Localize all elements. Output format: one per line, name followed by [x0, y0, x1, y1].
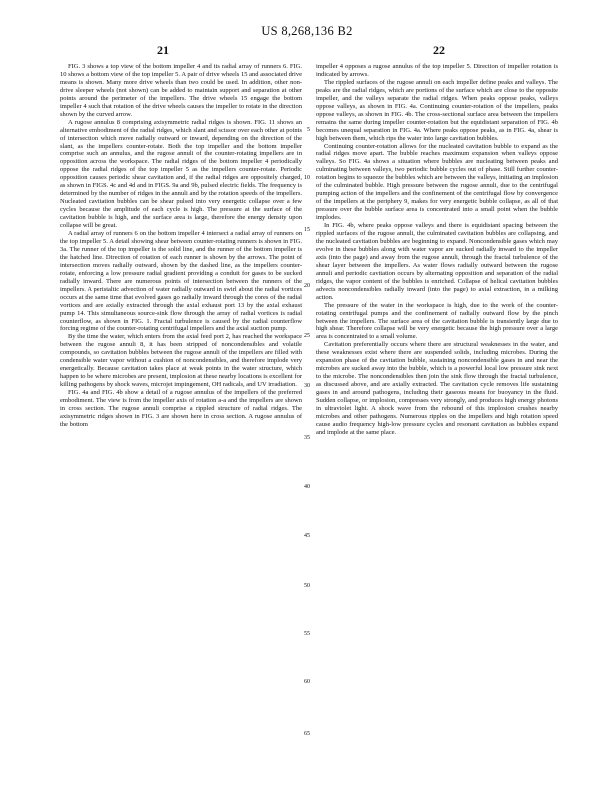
paragraph: The rippled surfaces of the rugose annuli on each impeller define peaks and valleys. The peaks are the radial ridges, which are portions of the surface which are close to the opposite impeller, and the valleys separate the radial ridges. When peaks oppose peaks, valleys oppose valleys, as shown in FIG. 4a. Continuing counter-rotation of the impellers, peaks oppose valleys, as shown in FIG. 4b. The cross-sectional surface area between the impellers remains the same during impeller counter-rotation but the equidistant separation of FIG. 4b becomes unequal separation in FIG. 4a. Where peaks oppose peaks, as in FIG. 4a, shear is high between them, which rips the water into large cavitation bubbles.: [316, 78, 558, 142]
paragraph: A radial array of runners 6 on the bottom impeller 4 intersect a radial array of runners on the top impeller 5. A detail showing shear between counter-rotating runners is shown in FIG. 3a. The runner of the top impeller is the solid line, and the runner of the bottom impeller is the hatched line. Direction of rotation of each runner is shown by the arrows. The point of intersection moves radially outward, shown by the dashed line, as the impellers counter-rotate, enforcing a low pressure radial gradient providing a conduit for gases to be sucked radially inward. There are numerous points of intersection between the runners of the impellers. A peristaltic advection of water radially outward in swirl about the radial vortices occurs at the same time that evolved gases go radially inward through the cores of the radial vortices and are axially extracted through the axial exhaust port 13 by the axial exhaust pump 14. This simultaneous source-sink flow through the array of radial vortices is radial counterflow, as shown in FIG. 1. Fractal turbulence is caused by the radial counterflow forcing regime of the counter-rotating centrifugal impellers and the axial suction pump.: [60, 230, 302, 333]
paragraph: A rugose annulus 8 comprising axisymmetric radial ridges is shown. FIG. 11 shows an alternative embodiment of the radial ridges, which slant and scissor over each other at points of intersection which move radially outward or inward, depending on the direction of the slant, as the impellers counter-rotate. Both the top impeller and the bottom impeller comprise such an annulus, and the rugose annuli of the counter-rotating impellers are in opposition across the workspace. The radial ridges of the bottom impeller 4 periodically oppose the radial ridges of the top impeller 5 as the impellers counter-rotate. Periodic opposition causes periodic shear cavitation and, if the radial ridges are oppositely charged, as shown in FIGS. 4c and 4d and in FIGS. 9a and 9b, pulsed electric fields. The frequency is determined by the number of ridges in the annuli and by the rotation speeds of the impellers. Nucleated cavitation bubbles can be shear pulsed into very energetic collapse over a few cycles because the amplitude of each cycle is high. The pressure at the surface of the cavitation bubble is high, and the surface area is large, therefore the energy density upon collapse will be great.: [60, 118, 302, 230]
line-number: 55: [304, 631, 310, 637]
paragraph: The pressure of the water in the workspace is high, due to the work of the counter-rotating centrifugal pumps and the confinement of radially outward flow by the pinch between the impellers. The surface area of the cavitation bubble is transiently large due to high shear. Therefore collapse will be very energetic because the high pressure over a large area is concentrated to a small volume.: [316, 301, 558, 341]
line-number: 35: [304, 435, 310, 441]
line-number: 10: [304, 175, 310, 181]
line-number: 65: [304, 731, 310, 737]
right-column: [316, 63, 558, 437]
line-number: 15: [304, 227, 310, 233]
paragraph: FIG. 3 shows a top view of the bottom impeller 4 and its radial array of runners 6. FIG. 10 shows a bottom view of the top impeller 5. A pair of drive wheels 15 and associated drive means is shown. Many more drive wheels than two could be used. In addition, other non-drive sleeper wheels (not shown) can be added to maintain support and separation at other points around the perimeter of the impellers. The drive wheels 15 engage the bottom impeller 4 such that rotation of the drive wheels causes the impeller to rotate in the direction shown by the curved arrow.: [60, 63, 302, 118]
line-number: 40: [304, 484, 310, 490]
paragraph: impeller 4 opposes a rugose annulus of the top impeller 5. Direction of impeller rotation is indicated by arrows.: [316, 63, 558, 78]
paragraph: Continuing counter-rotation allows for the nucleated cavitation bubble to expand as the radial ridges move apart. The bubble reaches maximum expansion when valleys oppose valleys. So FIG. 4a shows a situation where bubbles are nucleating between peaks and culminating between valleys, two periodic bubble cycles out of phase. Still further counter-rotation begins to squeeze the bubbles which are between the valleys, initiating an implosion of the culminated bubble. High pressure between the rugose annuli, due to the centrifugal pumping action of the impellers and the confinement of the centrifugal flow by convergence of the impellers at the periphery 9, makes for very energetic bubble collapse, as all of that pressure over the bubble surface area is concentrated into a small point when the bubble implodes.: [316, 142, 558, 222]
page-number-left: 21: [157, 43, 169, 57]
line-number: 20: [304, 283, 310, 289]
line-number: 25: [304, 333, 310, 339]
page-number-right: 22: [433, 43, 445, 57]
line-number: 5: [307, 127, 310, 133]
line-number: 60: [304, 679, 310, 685]
patent-number: US 8,268,136 B2: [261, 24, 353, 38]
paragraph: FIG. 4a and FIG. 4b show a detail of a rugose annulus of the impellers of the preferred embodiment. The view is from the impeller axis of rotation a-a and the impellers are shown in cross section. The rugose annuli comprise a rippled structure of radial ridges. The axisymmetric ridges shown in FIG. 3 are shown here in cross section. A rugose annulus of the bottom: [60, 389, 302, 428]
paragraph: In FIG. 4b, where peaks oppose valleys and there is equidistant spacing between the rippled surfaces of the rugose annuli, the culminated cavitation bubbles are collapsing, and the nucleated cavitation bubbles are beginning to expand. Noncondensible gases which may evolve in these bubbles along with water vapor are sucked radially inward to the impeller axis (into the page) and away from the rugose annuli, through the fractal turbulence of the shear layer between the impellers. As water flows radially outward between the rugose annuli and periodic cavitation occurs by alternating opposition and separation of the radial ridges, the vapor content of the bubbles is enriched. Collapse of helical cavitation bubbles advects noncondensibles radially inward (into the page) to axial extraction, in a milking action.: [316, 222, 558, 301]
paragraph: Cavitation preferentially occurs where there are structural weaknesses in the water, and these weaknesses exist where there are suspended solids, including microbes. During the expansion phase of the cavitation bubble, sustaining noncondensible gases in and near the microbes are sucked away into the bubble, which is a powerful local low pressure sink next to the microbe. The noncondensibles then join the sink flow through the fractal turbulence, as discussed above, and are axially extracted. The cavitation cycle removes life sustaining gases in and around pathogens, including their gaseous means for buoyancy in the fluid. Sudden collapse, or implosion, compresses very strongly, and produces high energy photons in ultraviolet light. A shock wave from the rebound of this implosion crushes nearby microbes and other pathogens. Numerous ripples on the impellers and high rotation speed cause audio frequency high-low pressure cycles and resonant cavitation as bubbles expand and implode at the same place.: [316, 341, 558, 436]
line-number: 50: [304, 583, 310, 589]
line-number: 45: [304, 533, 310, 539]
left-column: [60, 63, 302, 429]
paragraph: By the time the water, which enters from the axial feed port 2, has reached the workspace between the rugose annuli 8, it has been stripped of noncondensibles and volatile compounds, so cavitation bubbles between the rugose annuli of the impellers are filled with condensible water vapor without a cushion of noncondensibles, and therefore implode very energetically. Because cavitation takes place at weak points in the water structure, which happen to be where microbes are present, implosion at these nearby locations is excellent for killing pathogens by shock waves, microjet impingement, OH radicals, and UV irradiation.: [60, 333, 302, 389]
line-number: 30: [304, 383, 310, 389]
